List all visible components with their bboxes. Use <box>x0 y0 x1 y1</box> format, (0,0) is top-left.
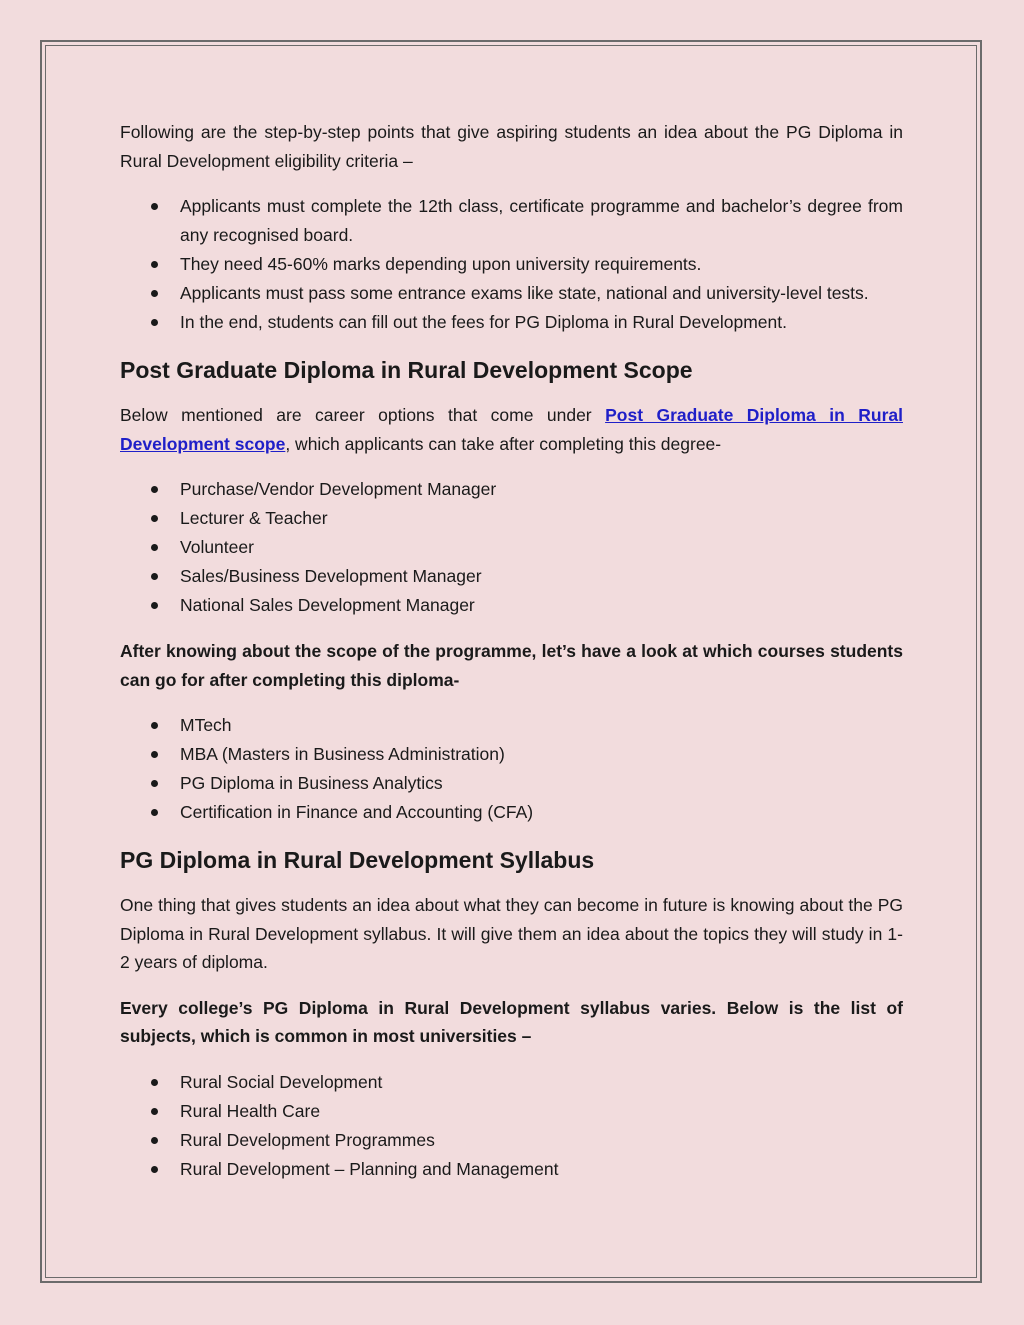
syllabus-lead: Every college’s PG Diploma in Rural Development syllabus varies. Below is the list of subjects, which is common in most universities – <box>120 997 903 1046</box>
subjects-list <box>120 1068 903 1184</box>
list-item: They need 45-60% marks depending upon university requirements. <box>120 250 903 279</box>
list-item: Rural Health Care <box>120 1097 903 1126</box>
list-item: MBA (Masters in Business Administration) <box>120 740 903 769</box>
bullet-icon <box>151 780 158 787</box>
bullet-icon <box>151 1079 158 1086</box>
bullet-icon <box>151 722 158 729</box>
bullet-icon <box>151 602 158 609</box>
scope-heading: Post Graduate Diploma in Rural Development Scope <box>120 357 693 383</box>
eligibility-list <box>120 192 903 337</box>
bullet-icon <box>151 1166 158 1173</box>
career-list <box>120 475 903 620</box>
list-item: In the end, students can fill out the fees for PG Diploma in Rural Development. <box>120 308 903 337</box>
list-item: Lecturer & Teacher <box>120 504 903 533</box>
bullet-icon <box>151 261 158 268</box>
list-item: PG Diploma in Business Analytics <box>120 769 903 798</box>
list-item: Sales/Business Development Manager <box>120 562 903 591</box>
bullet-icon <box>151 319 158 326</box>
courses-list <box>120 711 903 827</box>
syllabus-paragraph: One thing that gives students an idea about what they can become in future is knowing about the PG Diploma in Rural Development syllabus. It will give them an idea about the topics they will study in 1-2 years of diploma. <box>120 895 903 972</box>
bullet-icon <box>151 544 158 551</box>
courses-lead: After knowing about the scope of the programme, let’s have a look at which courses students can go for after completing this diploma- <box>120 641 903 690</box>
bullet-icon <box>151 809 158 816</box>
list-item: Volunteer <box>120 533 903 562</box>
bullet-icon <box>151 290 158 297</box>
list-item: Applicants must pass some entrance exams like state, national and university-level tests. <box>120 279 903 308</box>
bullet-icon <box>151 515 158 522</box>
list-item: Rural Development – Planning and Management <box>120 1155 903 1184</box>
scope-paragraph: Below mentioned are career options that come under Post Graduate Diploma in Rural Development scope, which applicants can take after completing this degree- <box>120 405 903 454</box>
bullet-icon <box>151 751 158 758</box>
bullet-icon <box>151 486 158 493</box>
list-item: MTech <box>120 711 903 740</box>
list-item: Certification in Finance and Accounting (CFA) <box>120 798 903 827</box>
bullet-icon <box>151 573 158 580</box>
scope-link[interactable]: Post Graduate Diploma in Rural Development scope <box>120 405 903 454</box>
document-body <box>120 118 903 1201</box>
bullet-icon <box>151 1108 158 1115</box>
bullet-icon <box>151 203 158 210</box>
bullet-icon <box>151 1137 158 1144</box>
list-item: National Sales Development Manager <box>120 591 903 620</box>
syllabus-heading: PG Diploma in Rural Development Syllabus <box>120 847 595 873</box>
list-item: Purchase/Vendor Development Manager <box>120 475 903 504</box>
list-item: Rural Development Programmes <box>120 1126 903 1155</box>
intro-paragraph: Following are the step-by-step points that give aspiring students an idea about the PG Diploma in Rural Development eligibility criteria – <box>120 122 903 171</box>
list-item: Rural Social Development <box>120 1068 903 1097</box>
list-item: Applicants must complete the 12th class, certificate programme and bachelor’s degree from any recognised board. <box>120 192 903 250</box>
